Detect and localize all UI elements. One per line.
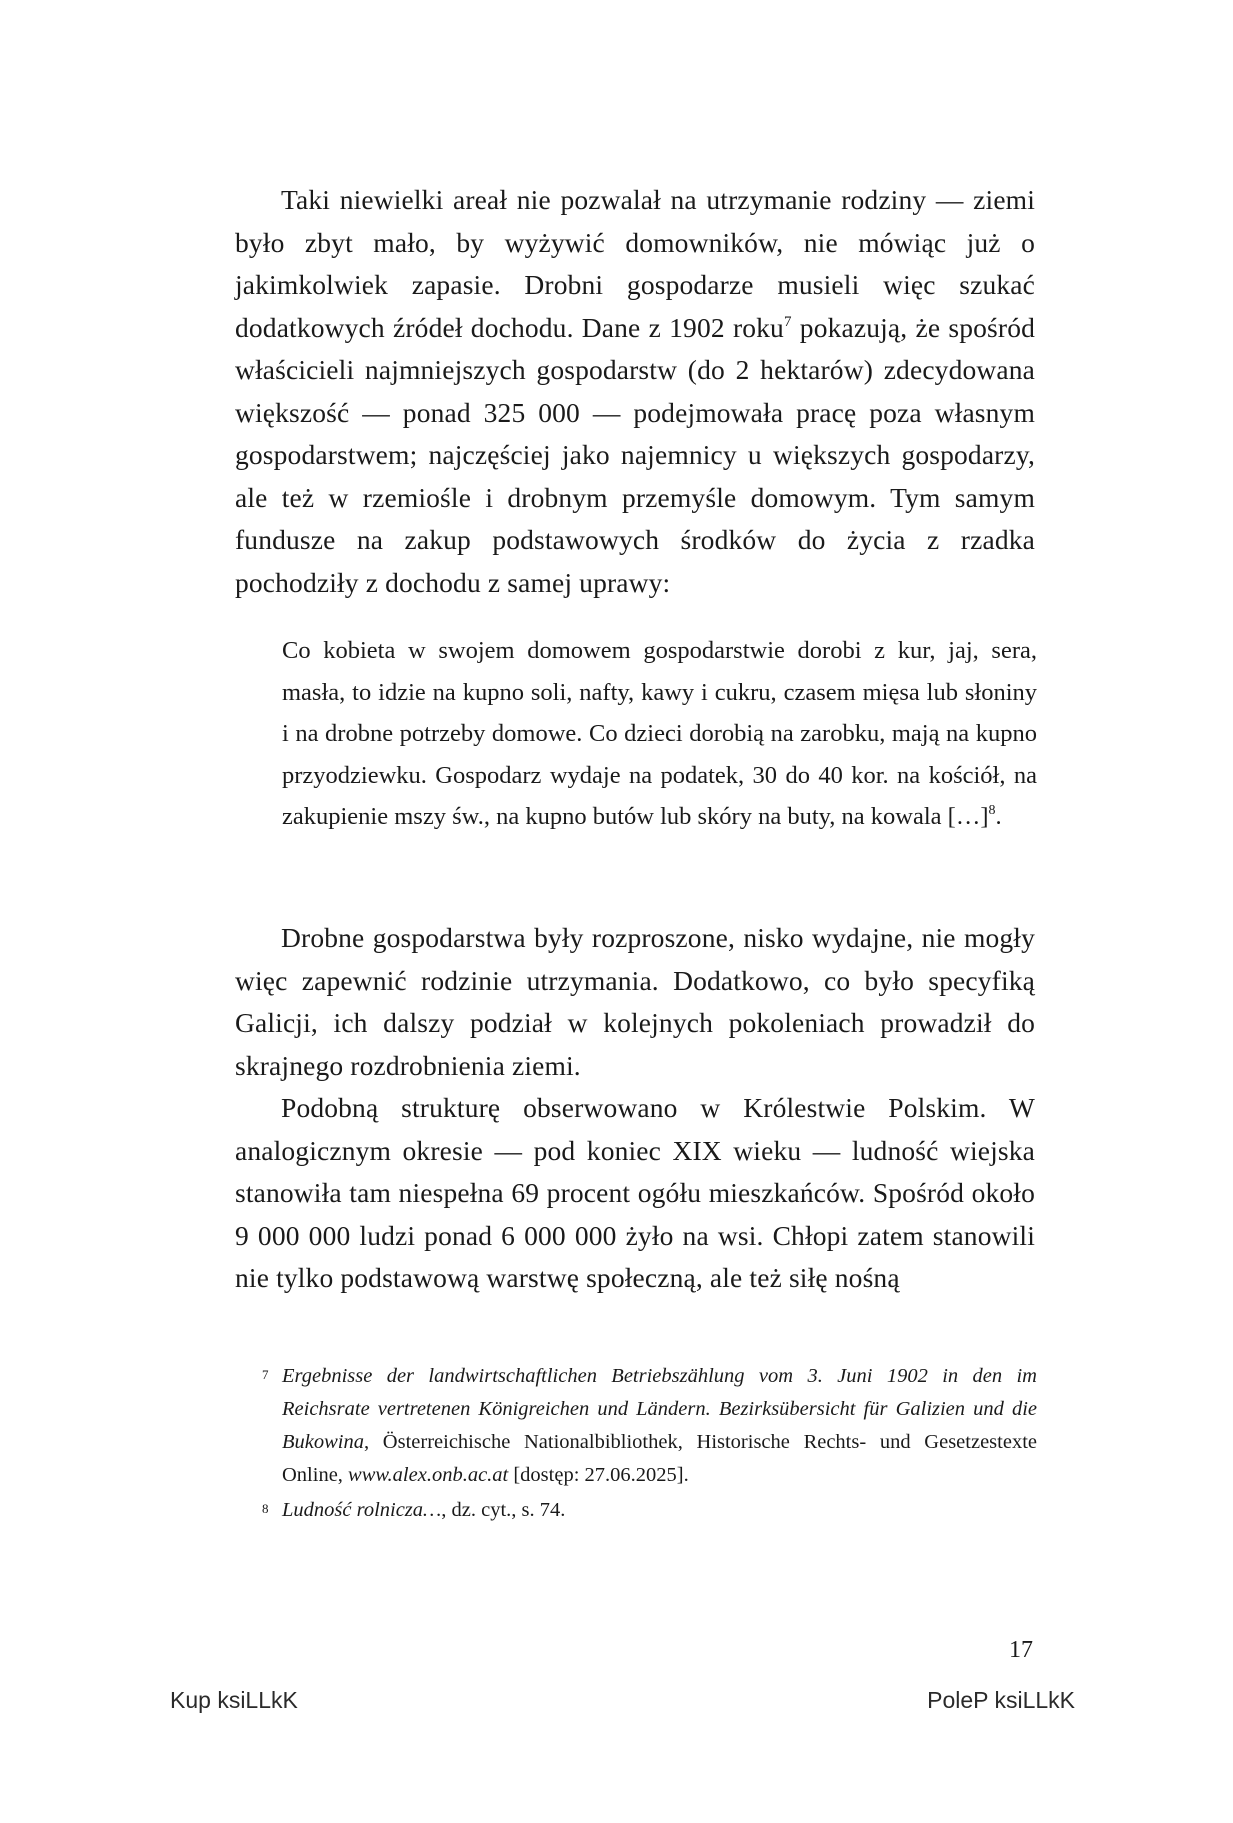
footnote-number: 8 [262,1501,269,1516]
recommend-book-link[interactable]: PoleP ksiLLkK [927,1687,1075,1713]
paragraph-1 [235,179,1035,604]
footnote-ref-8[interactable]: 8 [988,803,996,818]
paragraph-2: Drobne gospodarstwa były rozproszone, nisko wydajne, nie mogły więc zapewnić rodzinie utrzymania. Dodatkowo, co było specyfiką Galicji, ich dalszy podział w kolejnych pokoleniach prowadził do skrajnego rozdrobnienia ziemi. [235,922,1035,1081]
footnote-ref-7[interactable]: 7 [783,313,792,330]
footnote-number: 7 [262,1367,269,1382]
footnotes [262,1360,1037,1527]
footnote-text: , dz. cyt., s. 74. [441,1499,566,1521]
footnote-7 [262,1360,1037,1492]
paragraph-1-text-b: pokazują, że spośród właścicieli najmniejszych gospodarstw (do 2 hektarów) zdecydowana większość — ponad 325 000 — podejmowała pracę poza własnym gospodarstwem; najczęściej jako najemnicy u większych gospodarzy, ale też w rzemiośle i drobnym przemyśle domowym. Tym samym fundusze na zakup podstawowych środków do życia z rzadka pochodziły z dochodu z samej uprawy: [235,311,1035,598]
footnote-url[interactable]: www.alex.onb.ac.at [348,1464,509,1486]
body-text-lower [235,917,1035,1300]
footnote-8 [262,1494,1037,1527]
footnote-italic-title: Ludność rolnicza… [282,1499,442,1521]
page-number: 17 [1009,1637,1033,1663]
quote-end: . [995,803,1002,830]
quote-text: Co kobieta w swojem domowem gospodarstwie dorobi z kur, jaj, sera, masła, to idzie na kupno soli, nafty, kawy i cukru, czasem mięsa lub słoniny i na drobne potrzeby domowe. Co dzieci dorobią na zarobku, mają na kupno przyodziewku. Gospodarz wydaje na podatek, 30 do 40 kor. na kościół, na zakupienie mszy św., na kupno butów lub skóry na buty, na kowala […] [282,637,1037,830]
footnote-tail: [dostęp: 27.06.2025]. [508,1464,689,1486]
buy-book-link[interactable]: Kup ksiLLkK [170,1687,298,1713]
paragraph-3: Podobną strukturę obserwowano w Królestwie Polskim. W analogicznym okresie — pod koniec XIX wieku — ludność wiejska stanowiła tam niespełna 69 procent ogółu mieszkańców. Spośród około 9 000 000 ludzi ponad 6 000 000 żyło na wsi. Chłopi zatem stanowili nie tylko podstawową warstwę społeczną, ale też siłę nośną [235,1092,1035,1293]
footnote-text: , Österreichische Nationalbibliothek, Historische Rechts- und Gesetzestexte Online, [282,1431,1037,1486]
block-quote [282,630,1037,838]
footnote-italic-title: Ergebnisse der landwirtschaftlichen Betriebszählung vom 3. Juni 1902 in den im Reichsrate vertretenen Königreichen und Ländern. Bezirksübersicht für Galizien und die Bukowina [282,1365,1037,1453]
paragraph-1-text-a: Taki niewielki areał nie pozwalał na utrzymanie rodziny — ziemi było zbyt mało, by wyżywić domowników, nie mówiąc już o jakimkolwiek zapasie. Drobni gospodarze musieli więc szukać dodatkowych źródeł dochodu. Dane z 1902 roku [235,184,1035,343]
